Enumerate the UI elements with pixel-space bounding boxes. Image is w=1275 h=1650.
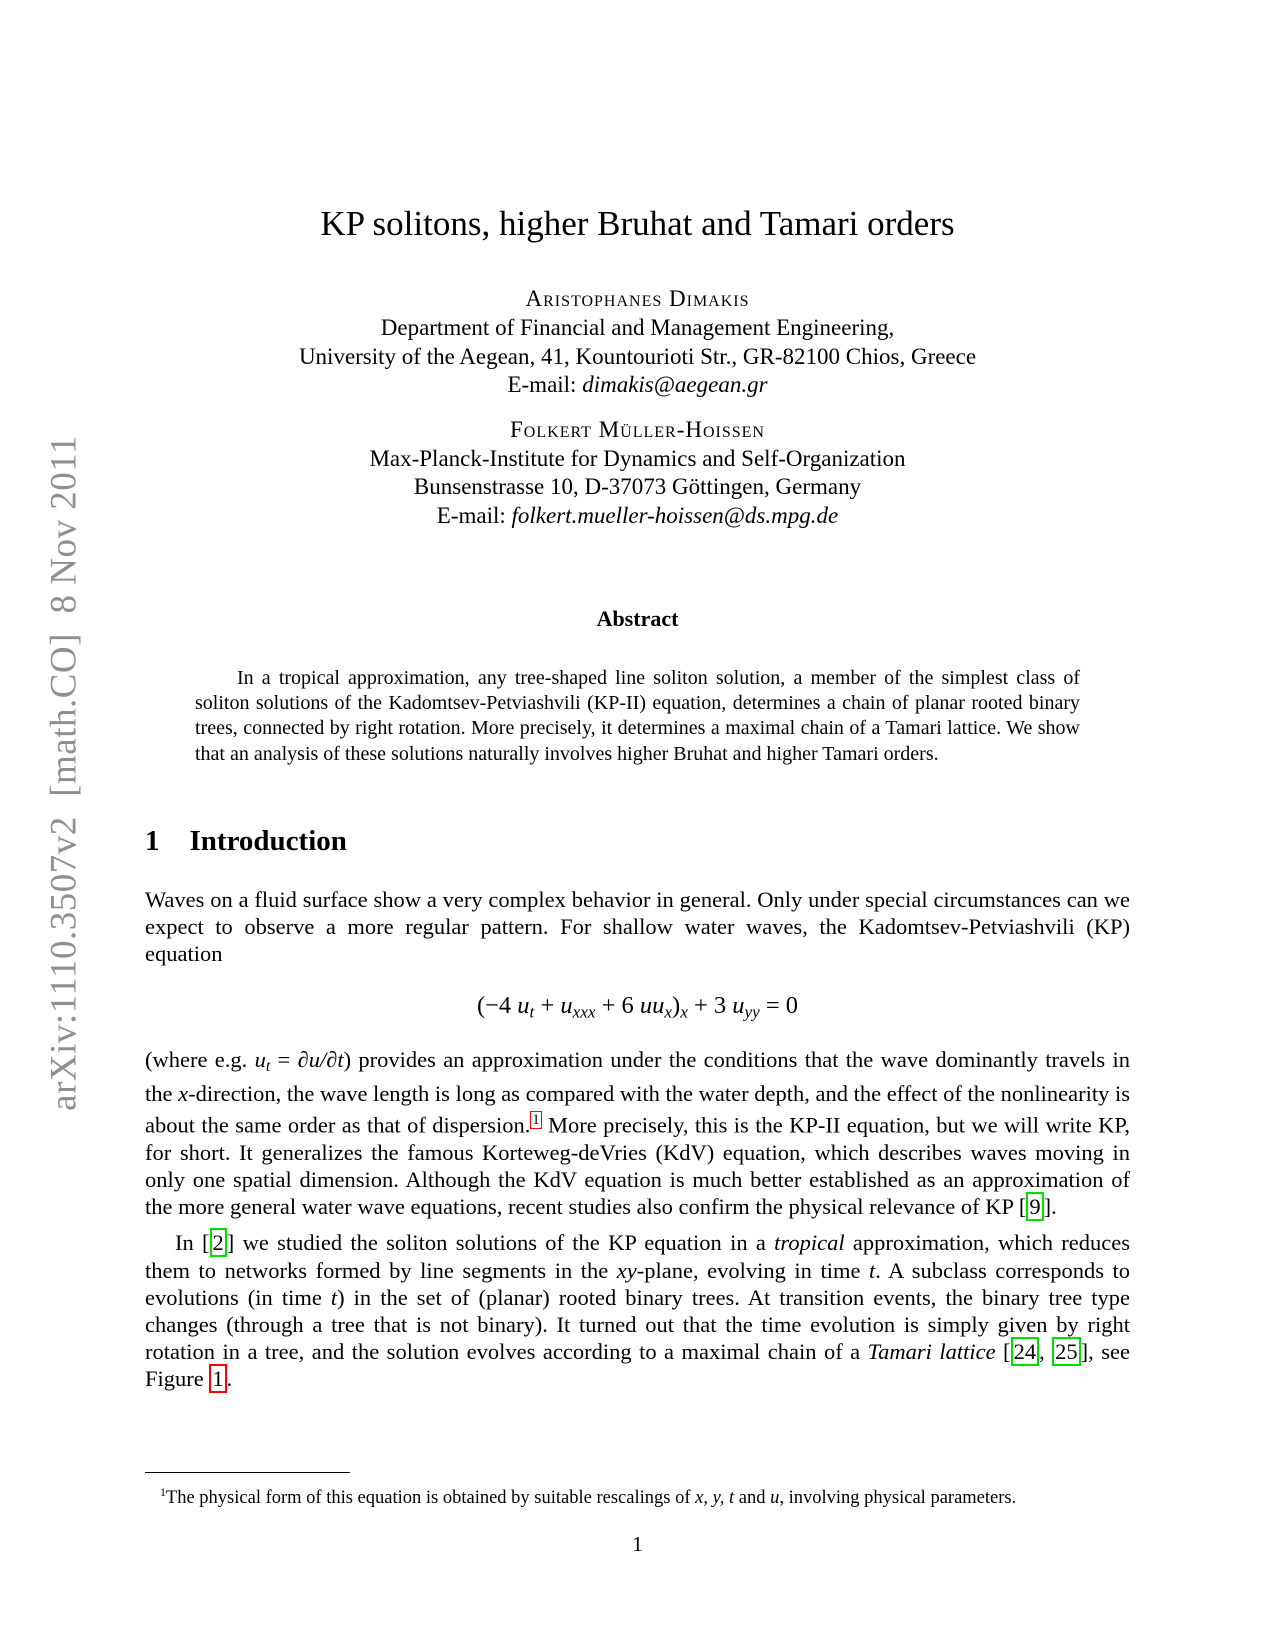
text-segment: t [868,1257,876,1283]
text-segment: (−4 [476,992,518,1020]
kp-equation [145,992,1130,1022]
text-segment: ) [672,992,681,1020]
text-segment: = [270,1046,298,1072]
text-segment: + 6 [595,992,640,1020]
text-segment: xy [616,1257,637,1283]
footnote-marker: 1 [160,1485,166,1499]
section-title: Introduction [189,824,347,857]
author-name-1: Aristophanes Dimakis [525,286,750,311]
text-segment: -plane, evolving in time [636,1257,869,1283]
text-segment: u [254,1046,266,1072]
email-label: E-mail: [436,502,512,528]
text-segment: Waves on a fluid surface show a very complex behavior in general. Only under special circumstances can we expect to observe a more regular pattern. For shallow water waves, the Kadomtsev-Petviashvili (KP) equation [145,886,1130,967]
section-heading-introduction [145,823,1130,859]
text-segment: u [517,992,530,1020]
intro-paragraph-2 [145,1046,1130,1221]
intro-paragraph-3 [145,1229,1130,1392]
author-1-department: Department of Financial and Management Engineering, [380,315,895,340]
citation-link[interactable]: 25 [1052,1337,1081,1366]
citation-link[interactable]: 2 [210,1228,227,1257]
text-segment: yy [744,1002,760,1022]
author-1-email: dimakis@aegean.gr [582,372,768,397]
text-segment: u [770,1488,780,1509]
text-segment: . [226,1366,233,1392]
text-segment: uu [639,992,665,1020]
author-2-email-line [145,502,1130,531]
text-segment: x [178,1080,189,1106]
text-segment: u [560,992,573,1020]
text-segment: In [ [175,1230,210,1256]
text-column [145,0,1130,1393]
text-segment: tropical [774,1230,845,1256]
text-segment: x [664,1002,673,1022]
text-segment: and [734,1488,771,1509]
text-segment: [ [995,1339,1011,1365]
section-number: 1 [145,824,160,857]
arxiv-stamp: arXiv:1110.3507v2 [math.CO] 8 Nov 2011 [43,435,85,1111]
author-1-email-line [145,371,1130,400]
text-segment: t [330,1284,338,1310]
footnote-marker-link[interactable]: 1 [532,1112,540,1129]
text-segment: u [732,992,745,1020]
text-segment: ) provides an approximation under the conditions that the wave dominantly travels in the [145,1046,1130,1106]
citation-link[interactable]: 24 [1011,1337,1040,1366]
author-2-institute: Max-Planck-Institute for Dynamics and Self-Organization [369,445,906,471]
text-segment: -direction, the wave length is long as compared with the water depth, and the effect of the nonlinearity is about the same order as that of dispersion. [145,1080,1130,1138]
footnote-rule [145,1472,350,1473]
text-segment: x [680,1002,688,1022]
text-segment: , [1039,1339,1053,1365]
author-block-1 [145,284,1130,400]
text-segment: approximation, which reduces them to networks formed by line segments in the [145,1230,1130,1283]
footnote-text [145,1481,1130,1510]
text-segment: Tamari lattice [867,1339,996,1365]
text-segment: ) in the set of (planar) rooted binary trees. At transition events, the binary tree type changes (through a tree that is not binary). It turned out that the time evolution is simply given by right rotation in a tree, and the solution evolves according to a maximal chain of a [145,1284,1130,1365]
author-1-address: University of the Aegean, 41, Kountourioti Str., GR-82100 Chios, Greece [298,343,977,369]
author-2-address: Bunsenstrasse 10, D-37073 Göttingen, Germany [413,474,862,499]
text-segment: t [265,1057,271,1075]
email-label: E-mail: [507,372,583,397]
intro-paragraph-1 [145,886,1130,968]
text-segment: ], see Figure [145,1339,1131,1392]
page-number: 1 [632,1532,643,1556]
text-segment: xxx [572,1002,596,1022]
paper-title: KP solitons, higher Bruhat and Tamari orders [320,204,955,243]
text-segment: . A subclass corresponds to evolutions (in time [145,1257,1131,1310]
text-segment: = 0 [759,992,799,1020]
text-segment: + 3 [687,992,733,1020]
figure-link[interactable]: 1 [209,1364,226,1393]
text-segment: x, y, t [695,1488,735,1509]
text-segment: ]. [1043,1194,1057,1220]
text-segment: ] we studied the soliton solutions of the KP equation in a [226,1230,775,1256]
abstract-text: In a tropical approximation, any tree-shaped line soliton solution, a member of the simplest class of soliton solutions of the Kadomtsev-Petviashvili (KP-II) equation, determines a chain of planar rooted binary trees, connected by right rotation. More precisely, it determines a maximal chain of a Tamari lattice. We show that an analysis of these solutions naturally involves higher Bruhat and higher Tamari orders. [195,667,1080,765]
abstract-heading: Abstract [596,606,679,631]
text-segment: + [534,992,561,1020]
text-segment: , involving physical parameters. [779,1488,1017,1509]
author-2-email: folkert.mueller-hoissen@ds.mpg.de [511,502,839,528]
text-segment: t [529,1002,535,1022]
author-block-2 [145,415,1130,531]
text-segment: The physical form of this equation is obtained by suitable rescalings of [165,1488,696,1509]
text-segment: More precisely, this is the KP-II equation, but we will write KP, for short. It generalizes the famous Korteweg-deVries (KdV) equation, which describes waves moving in only one spatial dimension. Although the KdV equation is much better established as an approximation of the more general water wave equations, recent studies also confirm the physical relevance of KP [ [145,1112,1130,1220]
text-segment: (where e.g. [145,1046,255,1072]
citation-link[interactable]: 9 [1026,1192,1043,1221]
text-segment: ∂u/∂t [297,1046,344,1072]
author-name-2: Folkert Müller-Hoissen [510,416,765,442]
